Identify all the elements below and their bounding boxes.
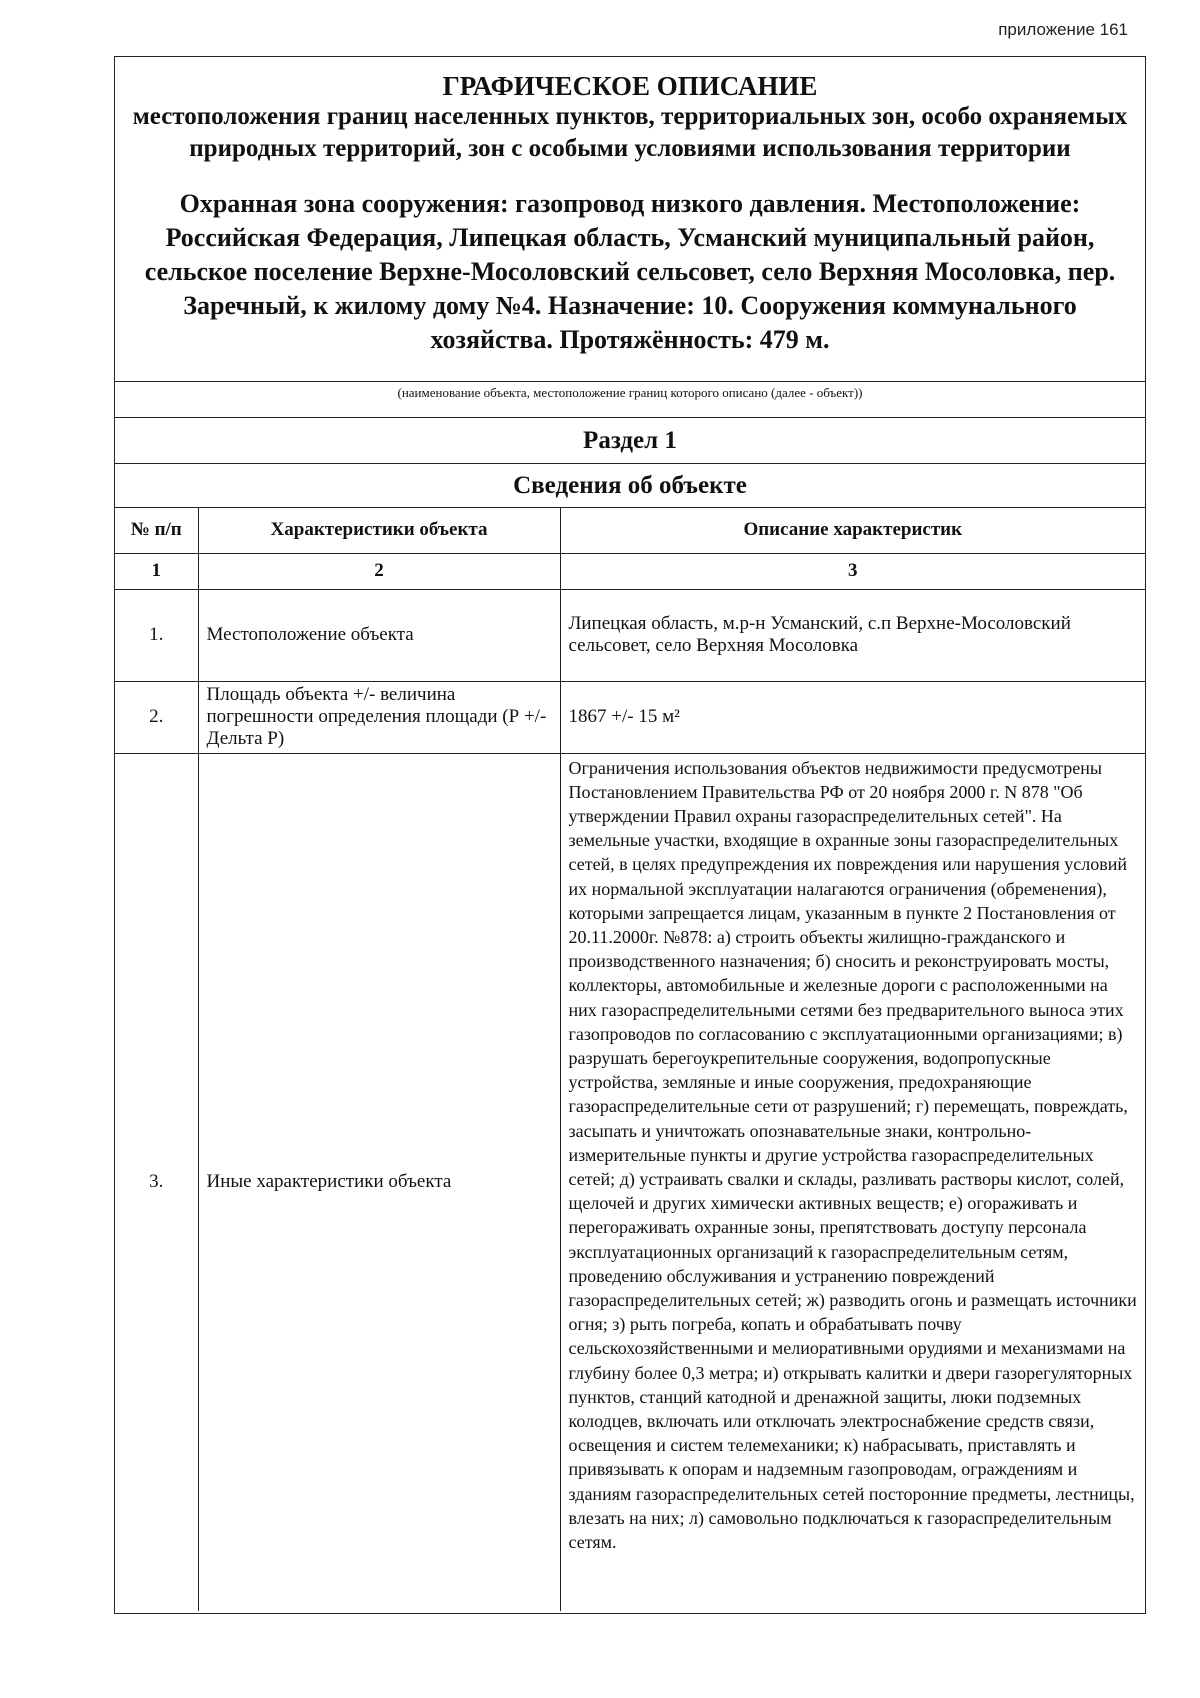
column-number-2: 2 xyxy=(198,553,560,589)
document-title: ГРАФИЧЕСКОЕ ОПИСАНИЕ xyxy=(442,71,818,101)
row-number: 1. xyxy=(115,589,198,681)
section-title: Раздел 1 xyxy=(115,418,1145,464)
section-subtitle: Сведения об объекте xyxy=(115,464,1145,508)
row-description: Липецкая область, м.р-н Усманский, с.п Верхне-Мосоловский сельсовет, село Верхняя Мосоловка xyxy=(560,589,1145,681)
document-header xyxy=(115,57,1145,382)
appendix-label: приложение 161 xyxy=(998,20,1128,39)
header-description: Описание характеристик xyxy=(560,508,1145,553)
document-frame xyxy=(114,56,1146,1614)
column-number-row xyxy=(115,553,1145,589)
row-characteristic: Иные характеристики объекта xyxy=(198,753,560,1611)
table-row xyxy=(115,589,1145,681)
table-row xyxy=(115,753,1145,1611)
column-number-1: 1 xyxy=(115,553,198,589)
row-number: 2. xyxy=(115,681,198,753)
row-characteristic: Местоположение объекта xyxy=(198,589,560,681)
row-number: 3. xyxy=(115,753,198,1611)
table-header-row xyxy=(115,508,1145,553)
object-info-table xyxy=(115,508,1145,1611)
row-characteristic: Площадь объекта +/- величина погрешности определения площади (Р +/- Дельта Р) xyxy=(198,681,560,753)
header-num: № п/п xyxy=(115,508,198,553)
header-characteristic: Характеристики объекта xyxy=(198,508,560,553)
object-caption: (наименование объекта, местоположение границ которого описано (далее - объект)) xyxy=(115,382,1145,418)
column-number-3: 3 xyxy=(560,553,1145,589)
row-description: Ограничения использования объектов недвижимости предусмотрены Постановлением Правительства РФ от 20 ноября 2000 г. N 878 "Об утверждении Правил охраны газораспределительных сетей". На земельные участки, входящие в охранные зоны газораспределительных сетей, в целях предупреждения их повреждения или нарушения условий их нормальной эксплуатации налагаются ограничения (обременения), которыми запрещается лицам, указанным в пункте 2 Постановления от 20.11.2000г. №878: а) строить объекты жилищно-гражданского и производственного назначения; б) сносить и реконструировать мосты, коллекторы, автомобильные и железные дороги с расположенными на них газораспределительными сетями без предварительного выноса этих газопроводов по согласованию с эксплуатационными организациями; в) разрушать берегоукрепительные сооружения, водопропускные устройства, земляные и иные сооружения, предохраняющие газораспределительные сети от разрушений; г) перемещать, повреждать, засыпать и уничтожать опознавательные знаки, контрольно-измерительные пункты и другие устройства газораспределительных сетей; д) устраивать свалки и склады, разливать растворы кислот, солей, щелочей и других химически активных веществ; е) огораживать и перегораживать охранные зоны, препятствовать доступу персонала эксплуатационных организаций к газораспределительным сетям, проведению обслуживания и устранению повреждений газораспределительных сетей; ж) разводить огонь и размещать источники огня; з) рыть погреба, копать и обрабатывать почву сельскохозяйственными и мелиоративными орудиями и механизмами на глубину более 0,3 метра; и) открывать калитки и двери газорегуляторных пунктов, станций катодной и дренажной защиты, люки подземных колодцев, включать или отключать электроснабжение средств связи, освещения и систем телемеханики; к) набрасывать, приставлять и привязывать к опорам и надземным газопроводам, ограждениям и зданиям газораспределительных сетей посторонние предметы, лестницы, влезать на них; л) самовольно подключаться к газораспределительным сетям. xyxy=(560,753,1145,1611)
object-name: Охранная зона сооружения: газопровод низкого давления. Местоположение: Российская Федерация, Липецкая область, Усманский муниципальный район, сельское поселение Верхне-Мосоловский сельсовет, село Верхняя Мосоловка, пер. Заречный, к жилому дому №4. Назначение: 10. Сооружения коммунального хозяйства. Протяжённость: 479 м. xyxy=(144,189,1116,354)
table-row xyxy=(115,681,1145,753)
row-description: 1867 +/- 15 м² xyxy=(560,681,1145,753)
document-subtitle: местоположения границ населенных пунктов, территориальных зон, особо охраняемых природных территорий, зон с особыми условиями использования территории xyxy=(132,103,1128,162)
